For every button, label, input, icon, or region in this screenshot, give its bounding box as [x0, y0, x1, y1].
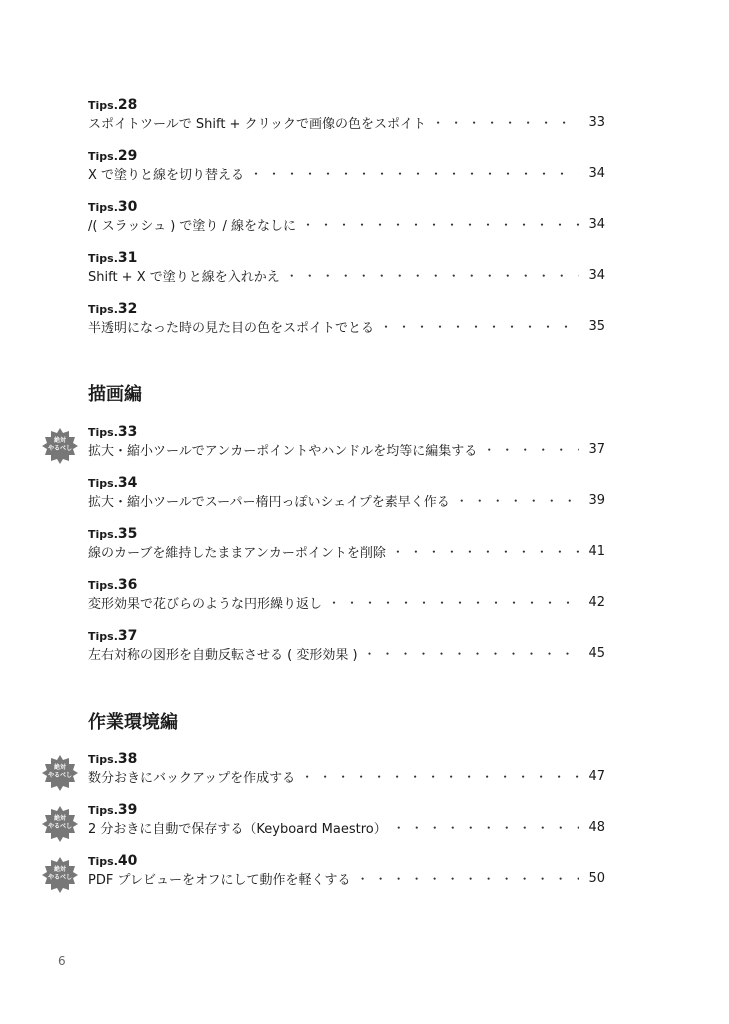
section-heading-drawing: 描画編 [88, 384, 142, 405]
must-do-badge: 絶対 やるべし [42, 755, 78, 791]
tips-number: Tips.37 [88, 628, 138, 644]
toc-entry-tips-33[interactable] [47, 424, 605, 464]
tips-number: Tips.39 [88, 802, 138, 818]
tips-number: Tips.29 [88, 148, 138, 164]
tips-number: Tips.38 [88, 751, 138, 767]
tips-number: Tips.31 [88, 250, 138, 266]
must-do-badge: 絶対 やるべし [42, 806, 78, 842]
entry-title: 変形効果で花びらのような円形繰り返し [88, 596, 323, 612]
leader-dots [392, 543, 579, 560]
toc-entry-tips-28[interactable] [88, 97, 605, 137]
leader-dots [286, 267, 579, 284]
page-number: 42 [588, 594, 605, 610]
leader-dots [302, 216, 579, 233]
entry-title: X で塗りと線を切り替える [88, 167, 245, 183]
must-do-badge: 絶対 やるべし [42, 857, 78, 893]
leader-dots [250, 165, 579, 182]
page-number: 34 [588, 267, 605, 283]
entry-title: 拡大・縮小ツールでスーパー楕円っぽいシェイプを素早く作る [88, 494, 450, 510]
page-number: 50 [588, 870, 605, 886]
page-number: 39 [588, 492, 605, 508]
leader-dots [432, 114, 579, 131]
entry-title: Shift + X で塗りと線を入れかえ [88, 269, 280, 285]
page-number: 33 [588, 114, 605, 130]
leader-dots [483, 441, 579, 458]
leader-dots [393, 819, 579, 836]
tips-number: Tips.40 [88, 853, 138, 869]
page-number: 34 [588, 216, 605, 232]
page-number: 45 [588, 645, 605, 661]
page-number: 47 [588, 768, 605, 784]
toc-entry-tips-30[interactable] [88, 199, 605, 239]
tips-number: Tips.32 [88, 301, 138, 317]
entry-title: PDF プレビューをオフにして動作を軽くする [88, 872, 351, 888]
leader-dots [328, 594, 579, 611]
section-heading-environment: 作業環境編 [88, 712, 178, 733]
page-number: 35 [588, 318, 605, 334]
toc-entry-tips-36[interactable] [88, 577, 605, 617]
entry-title: 半透明になった時の見た目の色をスポイトでとる [88, 320, 375, 336]
tips-number: Tips.35 [88, 526, 138, 542]
leader-dots [357, 870, 579, 887]
leader-dots [364, 645, 579, 662]
table-of-contents [47, 0, 605, 1024]
toc-entry-tips-39[interactable] [47, 802, 605, 842]
leader-dots [456, 492, 579, 509]
page-number: 41 [588, 543, 605, 559]
leader-dots [301, 768, 579, 785]
toc-entry-tips-34[interactable] [88, 475, 605, 515]
tips-number: Tips.34 [88, 475, 138, 491]
entry-title: 左右対称の図形を自動反転させる ( 変形効果 ) [88, 647, 358, 663]
entry-title: 拡大・縮小ツールでアンカーポイントやハンドルを均等に編集する [88, 443, 478, 459]
toc-entry-tips-40[interactable] [47, 853, 605, 893]
entry-title: 数分おきにバックアップを作成する [88, 770, 296, 786]
toc-entry-tips-38[interactable] [47, 751, 605, 791]
toc-entry-tips-31[interactable] [88, 250, 605, 290]
toc-entry-tips-32[interactable] [88, 301, 605, 341]
tips-number: Tips.36 [88, 577, 138, 593]
entry-title: 2 分おきに自動で保存する（Keyboard Maestro） [88, 821, 387, 837]
entry-title: /( スラッシュ ) で塗り / 線をなしに [88, 218, 297, 234]
tips-number: Tips.28 [88, 97, 138, 113]
toc-entry-tips-35[interactable] [88, 526, 605, 566]
must-do-badge: 絶対 やるべし [42, 428, 78, 464]
page-number: 48 [588, 819, 605, 835]
entry-title: スポイトツールで Shift + クリックで画像の色をスポイト [88, 116, 427, 132]
tips-number: Tips.30 [88, 199, 138, 215]
toc-entry-tips-29[interactable] [88, 148, 605, 188]
tips-number: Tips.33 [88, 424, 138, 440]
entry-title: 線のカーブを維持したままアンカーポイントを削除 [88, 545, 386, 561]
leader-dots [380, 318, 579, 335]
toc-entry-tips-37[interactable] [88, 628, 605, 668]
folio-page-number: 6 [58, 954, 66, 968]
page-number: 37 [588, 441, 605, 457]
page-number: 34 [588, 165, 605, 181]
